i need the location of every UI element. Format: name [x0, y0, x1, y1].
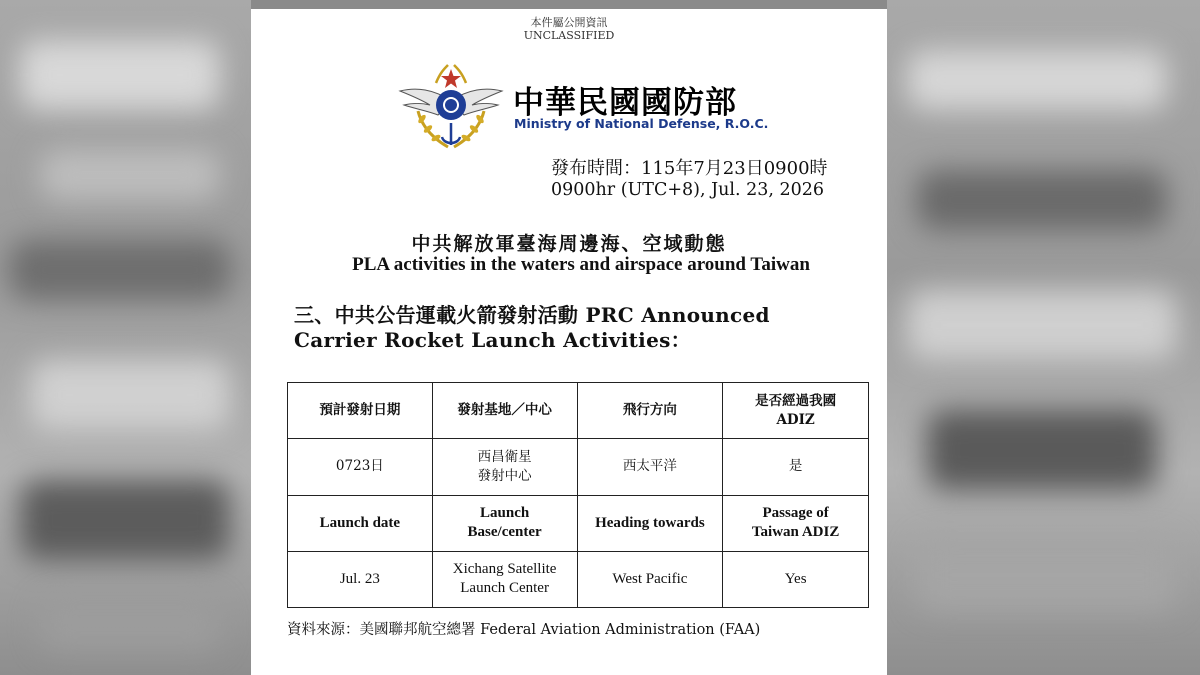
- table-header-row-en: [288, 495, 869, 551]
- table-row-zh: [288, 439, 869, 495]
- header-cell: 飛行方向: [577, 383, 723, 439]
- table-row-en: [288, 551, 869, 607]
- header-cell: 發射基地／中心: [432, 383, 577, 439]
- document-title-zh: 中共解放軍臺海周邊海、空域動態: [411, 233, 727, 255]
- header-cell: Launch date: [288, 495, 433, 551]
- table-cell: 西太平洋: [577, 439, 723, 495]
- classification-zh: 本件屬公開資訊: [530, 16, 608, 29]
- header-cell: 預計發射日期: [288, 383, 433, 439]
- ministry-name-en: Ministry of National Defense, R.O.C.: [514, 116, 769, 131]
- ministry-emblem-icon: [396, 61, 506, 153]
- data-source-note: 資料來源：美國聯邦航空總署 Federal Aviation Administration (FAA): [287, 622, 761, 638]
- ministry-name-zh: 中華民國國防部: [513, 85, 737, 121]
- release-time-zh: 發布時間：115年7月23日0900時: [551, 158, 828, 179]
- header-cell: Passage of Taiwan ADIZ: [723, 495, 869, 551]
- header-cell: Heading towards: [577, 495, 723, 551]
- section-heading-line2: Carrier Rocket Launch Activities：: [294, 328, 691, 352]
- table-cell: Jul. 23: [288, 551, 433, 607]
- blurred-background-right: [887, 0, 1200, 675]
- section-heading-line1: 三、中共公告運載火箭發射活動 PRC Announced: [294, 303, 770, 327]
- blurred-background-left: [0, 0, 251, 675]
- table-cell: 西昌衛星 發射中心: [432, 439, 577, 495]
- classification-en: UNCLASSIFIED: [523, 29, 615, 42]
- table-cell: Xichang Satellite Launch Center: [432, 551, 577, 607]
- table-cell: West Pacific: [577, 551, 723, 607]
- table-cell: Yes: [723, 551, 869, 607]
- table-cell: 0723日: [288, 439, 433, 495]
- document-title-en: PLA activities in the waters and airspace around Taiwan: [352, 254, 810, 275]
- section-heading: [294, 303, 770, 353]
- table-header-row-zh: [288, 383, 869, 439]
- table-cell: 是: [723, 439, 869, 495]
- press-release-document: [251, 9, 887, 675]
- launch-activities-table: [287, 382, 869, 608]
- header-cell: 是否經過我國 ADIZ: [723, 383, 869, 439]
- header-cell: Launch Base/center: [432, 495, 577, 551]
- release-time-en: 0900hr (UTC+8), Jul. 23, 2026: [551, 180, 825, 200]
